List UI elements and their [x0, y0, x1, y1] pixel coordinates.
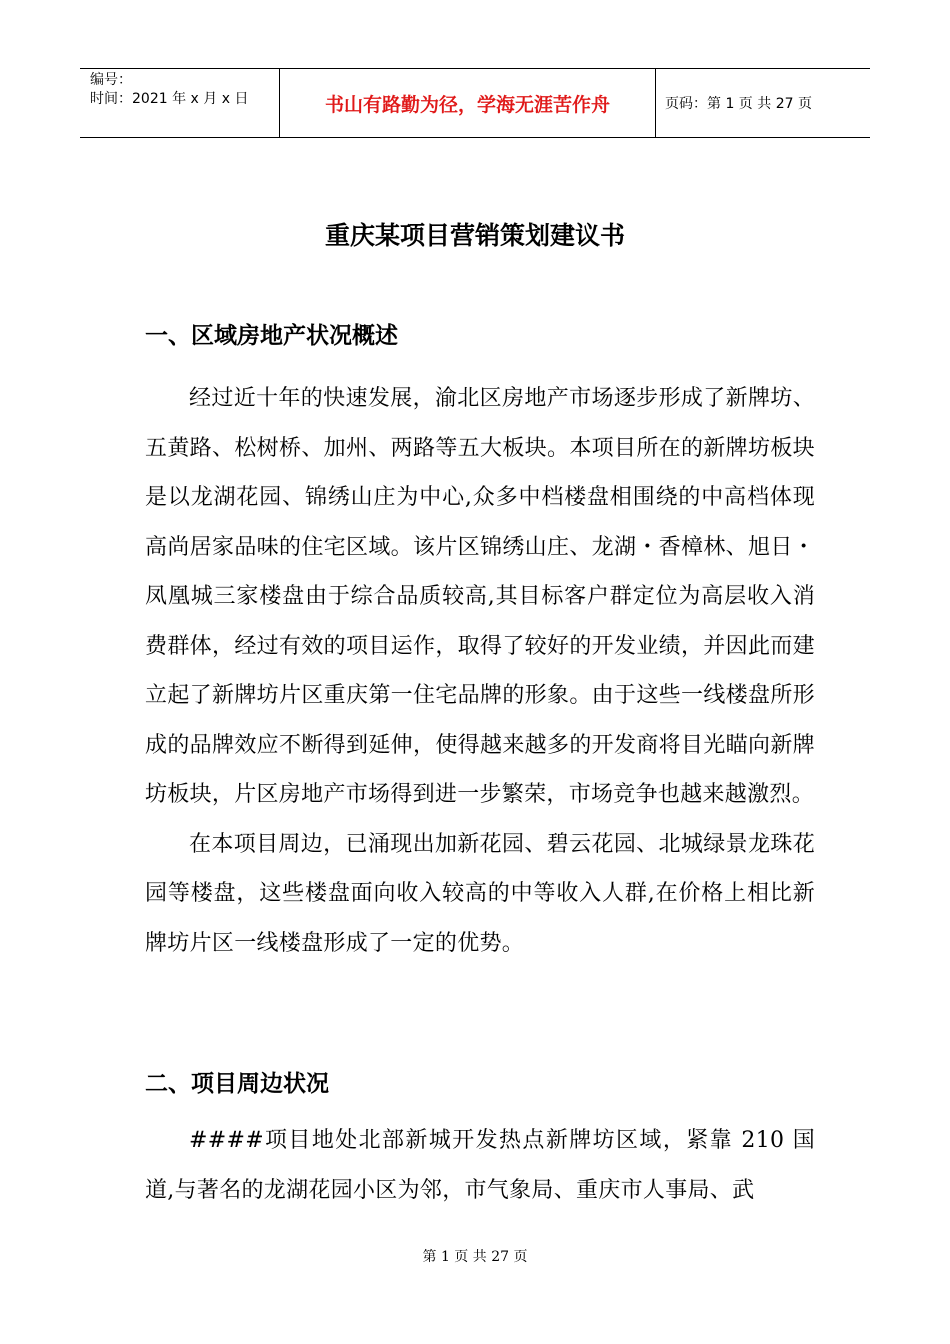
paragraph: ####项目地处北部新城开发热点新牌坊区域，紧靠 210 国道,与著名的龙湖花园小区为邻，市气象局、重庆市人事局、武 — [145, 1128, 815, 1203]
document-title: 重庆某项目营销策划建议书 — [324, 221, 625, 250]
header-page-info: 页码：第 1 页 共 27 页 — [665, 96, 812, 112]
section-heading: 一、区域房地产状况概述 — [145, 323, 398, 349]
document-time-label: 时间：2021 年 x 月 x 日 — [90, 91, 249, 107]
page-footer: 第 1 页 共 27 页 — [422, 1249, 528, 1265]
section-project-surroundings — [145, 1066, 815, 1215]
header-table — [80, 68, 870, 138]
header-motto: 书山有路勤为径，学海无涯苦作舟 — [324, 93, 610, 116]
section-regional-overview — [145, 318, 815, 968]
header-meta-cell — [80, 69, 280, 137]
paragraph: 在本项目周边，已涌现出加新花园、碧云花园、北城绿景龙珠花园等楼盘，这些楼盘面向收入较高的中等收入人群,在价格上相比新牌坊片区一线楼盘形成了一定的优势。 — [145, 831, 815, 956]
paragraph: 经过近十年的快速发展，渝北区房地产市场逐步形成了新牌坊、五黄路、松树桥、加州、两路等五大板块。本项目所在的新牌坊板块是以龙湖花园、锦绣山庄为中心,众多中档楼盘相围绕的中高档体现高尚居家品味的住宅区域。该片区锦绣山庄、龙湖・香樟林、旭日・凤凰城三家楼盘由于综合品质较高,其目标客户群定位为高层收入消费群体，经过有效的项目运作，取得了较好的开发业绩，并因此而建立起了新牌坊片区重庆第一住宅品牌的形象。由于这些一线楼盘所形成的品牌效应不断得到延伸，使得越来越多的开发商将目光瞄向新牌坊板块，片区房地产市场得到进一步繁荣，市场竞争也越来越激烈。 — [145, 386, 815, 807]
header-motto-cell — [280, 69, 656, 137]
section-heading: 二、项目周边状况 — [145, 1071, 329, 1097]
document-number-label: 编号： — [90, 72, 132, 88]
